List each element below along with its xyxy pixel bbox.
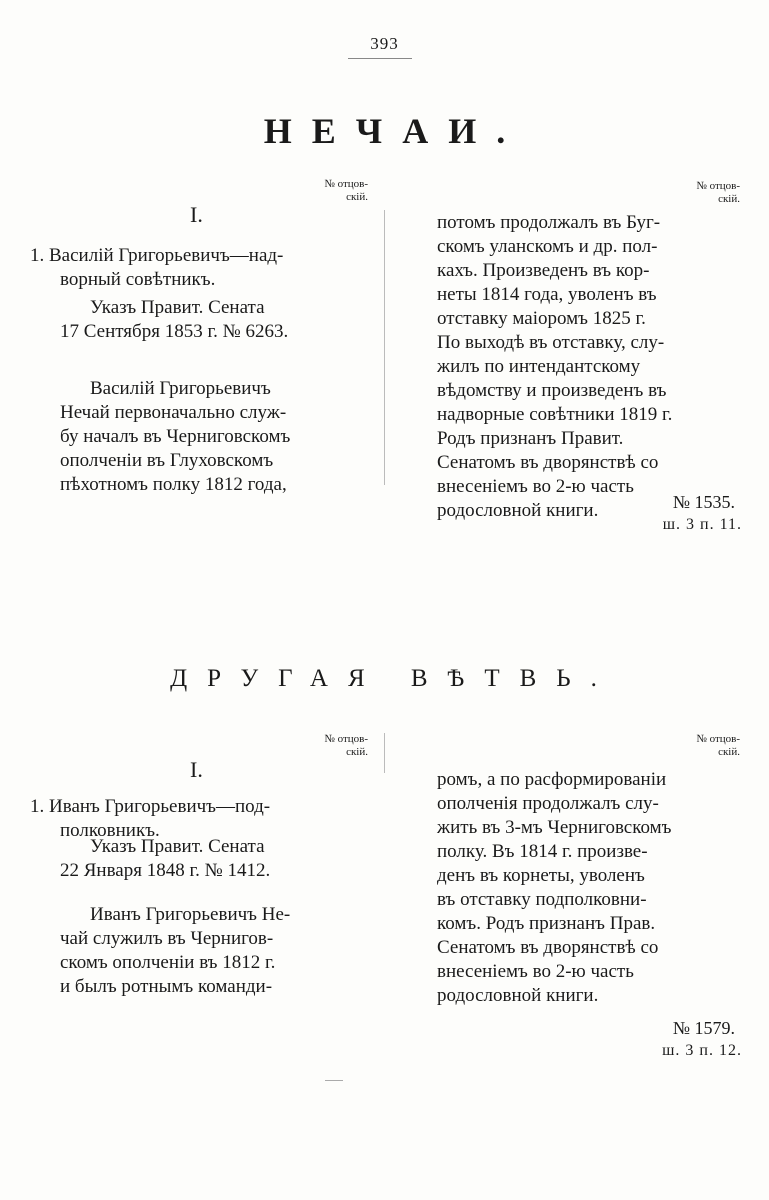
column-divider	[384, 210, 385, 485]
text-line: Сенатомъ въ дворянствѣ со	[437, 452, 659, 473]
entry-head-line: полковникъ.	[60, 820, 160, 841]
text-line: въ отставку подполковни-	[437, 889, 647, 910]
section2-record-number: № 1579.	[672, 1018, 735, 1038]
page-number: 393	[370, 34, 399, 53]
text-line: родословной книги.	[437, 500, 599, 521]
family-title: НЕЧАИ.	[263, 111, 526, 151]
branch-title: ДРУГАЯ ВѢТВЬ.	[170, 665, 617, 692]
ukaz-line: Указъ Правит. Сената	[90, 836, 265, 857]
label-line: № отцов-	[324, 733, 368, 745]
label-line: № отцов-	[696, 733, 740, 745]
section2-ukaz	[60, 835, 270, 883]
label-line: скій.	[718, 746, 740, 758]
text-line: чай служилъ въ Чернигов-	[60, 928, 274, 949]
text-line: скомъ уланскомъ и др. пол-	[437, 236, 658, 257]
text-line: ополченія продолжалъ слу-	[437, 793, 659, 814]
bottom-rule	[325, 1080, 343, 1081]
text-line: потомъ продолжалъ въ Буг-	[437, 212, 661, 233]
ukaz-line: 17 Сентября 1853 г. № 6263.	[60, 321, 289, 342]
page-number-rule	[348, 58, 412, 59]
label-line: № отцов-	[324, 178, 368, 190]
text-line: жить въ 3-мъ Черниговскомъ	[437, 817, 672, 838]
ukaz-line: Указъ Правит. Сената	[90, 297, 265, 318]
ukaz-line: 22 Января 1848 г. № 1412.	[60, 860, 271, 881]
text-line: полку. Въ 1814 г. произве-	[437, 841, 648, 862]
section1-roman: I.	[190, 202, 203, 227]
section1-left-text	[60, 377, 332, 497]
section2-right-text	[437, 768, 727, 1008]
section2-roman: I.	[190, 757, 203, 782]
label-line: № отцов-	[696, 180, 740, 192]
section1-label-left	[258, 178, 368, 204]
text-line: Родъ признанъ Правит.	[437, 428, 624, 449]
section2-left-text	[60, 903, 332, 999]
text-line: денъ въ корнеты, уволенъ	[437, 865, 645, 886]
text-line: внесеніемъ во 2-ю часть	[437, 476, 634, 497]
entry-head-line: 1. Иванъ Григорьевичъ—под-	[30, 796, 271, 817]
section2-shelf-mark: ш. 3 п. 12.	[662, 1042, 742, 1059]
label-line: скій.	[718, 193, 740, 205]
label-line: скій.	[346, 746, 368, 758]
text-line: родословной книги.	[437, 985, 599, 1006]
entry-head-line: 1. Василій Григорьевичъ—над-	[30, 245, 284, 266]
text-line: отставку маіоромъ 1825 г.	[437, 308, 646, 329]
text-line: вѣдомству и произведенъ въ	[437, 380, 667, 401]
section1-shelf-mark: ш. 3 п. 11.	[662, 516, 742, 533]
text-line: ополченіи въ Глуховскомъ	[60, 450, 274, 471]
text-line: Иванъ Григорьевичъ Не-	[90, 904, 291, 925]
section1-entry-head	[30, 244, 283, 292]
section2-label-left	[258, 733, 368, 759]
text-line: пѣхотномъ полку 1812 года,	[60, 474, 287, 495]
section1-right-text	[437, 211, 727, 523]
text-line: скомъ ополченіи въ 1812 г.	[60, 952, 276, 973]
text-line: кахъ. Произведенъ въ кор-	[437, 260, 650, 281]
section1-ukaz	[60, 296, 288, 344]
text-line: надворные совѣтники 1819 г.	[437, 404, 673, 425]
text-line: жилъ по интендантскому	[437, 356, 641, 377]
text-line: внесеніемъ во 2-ю часть	[437, 961, 634, 982]
text-line: ромъ, а по расформированіи	[437, 769, 667, 790]
text-line: и былъ ротнымъ команди-	[60, 976, 273, 997]
text-line: Сенатомъ въ дворянствѣ со	[437, 937, 659, 958]
column-divider	[384, 733, 385, 773]
section1-label-right	[630, 180, 740, 206]
label-line: скій.	[346, 191, 368, 203]
text-line: бу началъ въ Черниговскомъ	[60, 426, 291, 447]
text-line: комъ. Родъ признанъ Прав.	[437, 913, 656, 934]
text-line: Нечай первоначально служ-	[60, 402, 287, 423]
text-line: неты 1814 года, уволенъ въ	[437, 284, 657, 305]
section1-record-number: № 1535.	[672, 492, 735, 512]
text-line: По выходѣ въ отставку, слу-	[437, 332, 665, 353]
text-line: Василій Григорьевичъ	[90, 378, 271, 399]
entry-head-line: ворный совѣтникъ.	[60, 269, 216, 290]
section2-label-right	[630, 733, 740, 759]
